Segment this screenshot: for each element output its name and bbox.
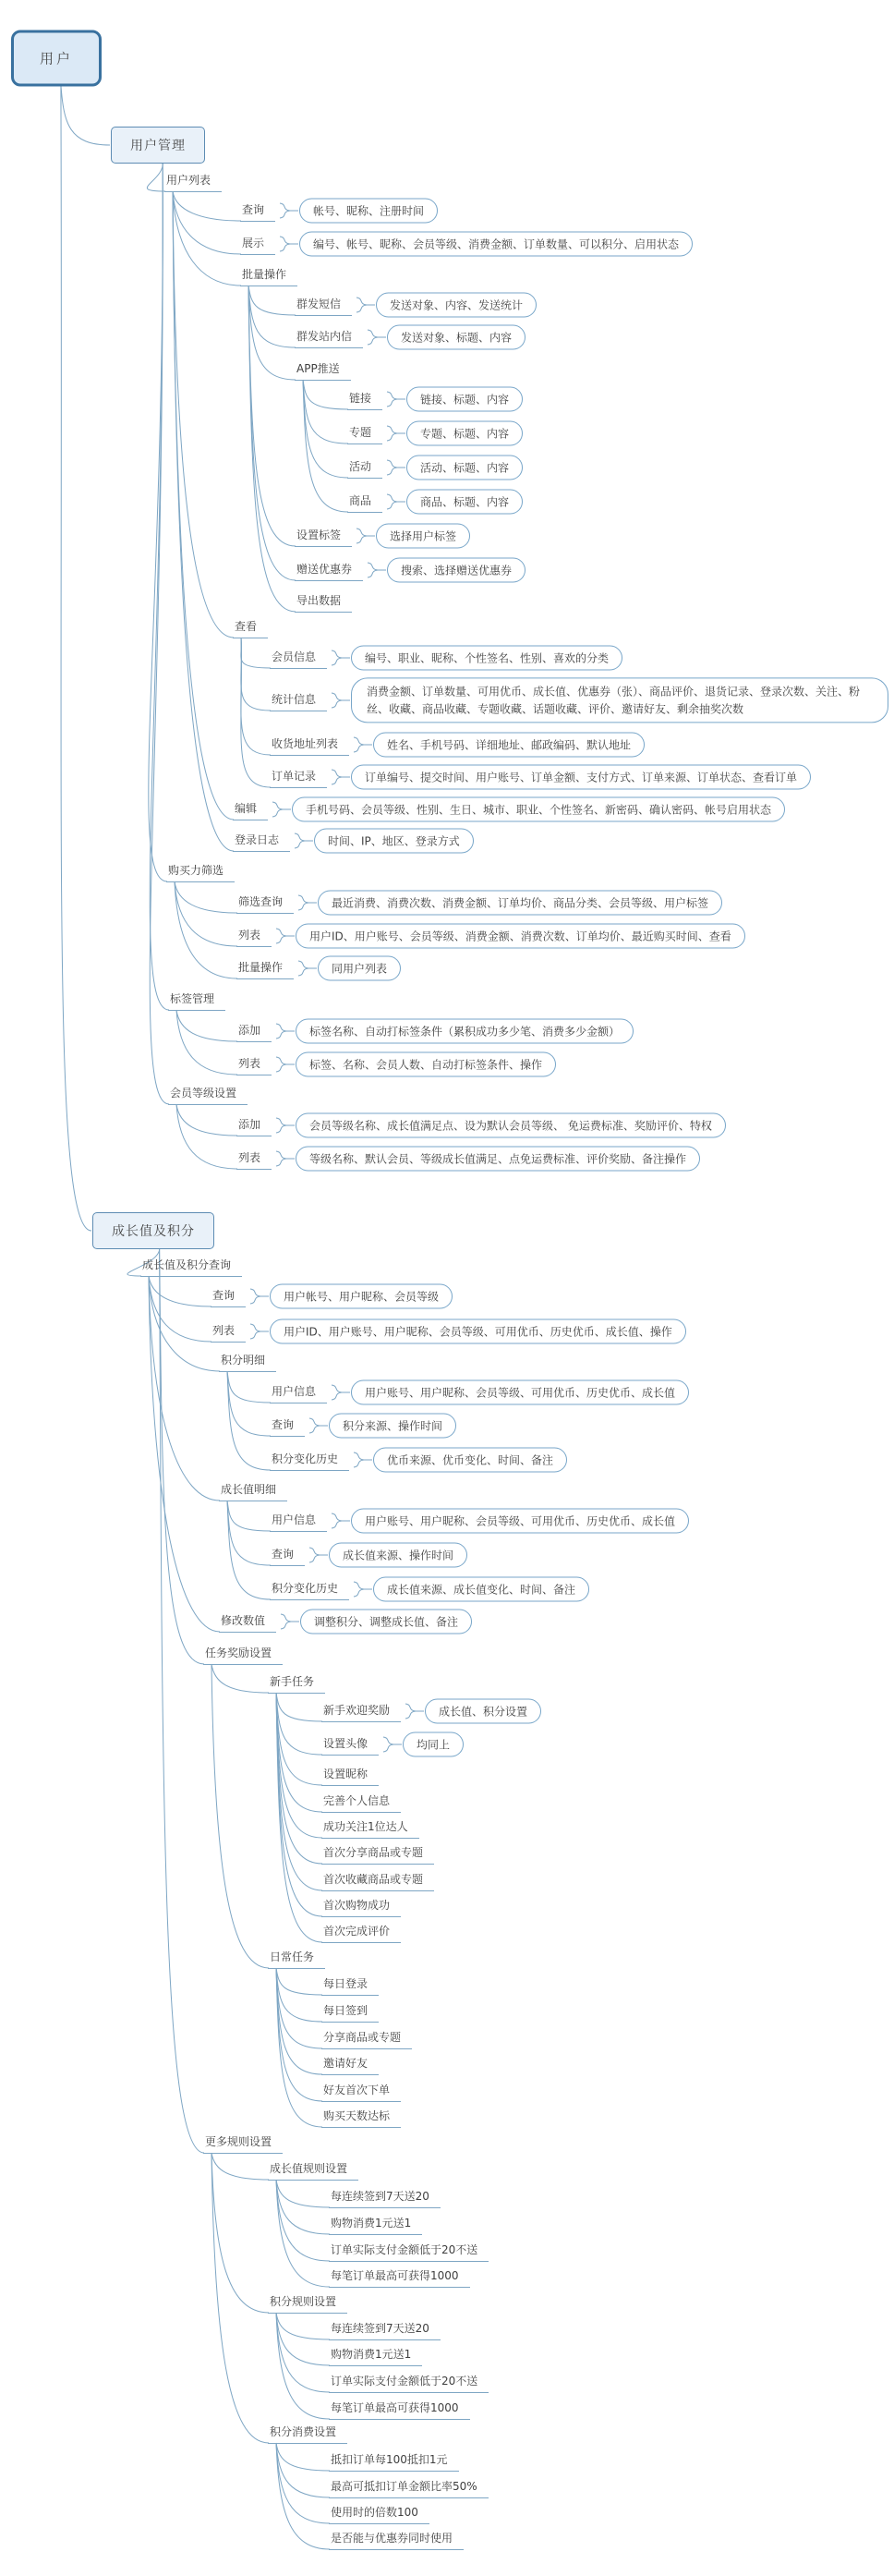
- topic-daily-checkin[interactable]: 每日签到: [321, 2000, 379, 2023]
- branch-connector: [276, 1968, 322, 2048]
- branch-connector: [276, 2443, 330, 2497]
- branch-connector: [276, 1693, 322, 1721]
- topic-login-log[interactable]: 登录日志: [233, 830, 290, 852]
- detail-modify-values[interactable]: 调整积分、调整成长值、备注: [300, 1610, 472, 1634]
- detail-gpq-query[interactable]: 用户帐号、用户昵称、会员等级: [270, 1284, 453, 1309]
- topic-gpq-query[interactable]: 查询: [211, 1285, 246, 1307]
- detail-order-records[interactable]: 订单编号、提交时间、用户账号、订单金额、支付方式、订单来源、订单状态、查看订单: [351, 765, 811, 790]
- branch-connector: [173, 191, 234, 638]
- detail-push-topic[interactable]: 专题、标题、内容: [406, 421, 523, 446]
- detail-login-log[interactable]: 时间、IP、地区、登录方式: [314, 829, 474, 854]
- branch-connector: [295, 833, 313, 848]
- topic-gd-history[interactable]: 积分变化历史: [270, 1578, 349, 1600]
- branch-connector: [354, 737, 372, 752]
- detail-user-list-display[interactable]: 编号、帐号、昵称、会员等级、消费金额、订单数量、可以积分、启用状态: [299, 232, 693, 257]
- branch-connector: [276, 1057, 295, 1072]
- topic-consume-multiple[interactable]: 使用时的倍数100: [329, 2502, 429, 2524]
- branch-connector: [211, 1664, 269, 1693]
- branch-connector: [276, 1693, 322, 1785]
- branch-connector: [276, 1693, 322, 1916]
- topic-points-consume-settings[interactable]: 积分消费设置: [268, 2422, 347, 2444]
- branch-connector: [276, 2313, 330, 2419]
- topic-invite-friends[interactable]: 邀请好友: [321, 2053, 379, 2075]
- branch-connector: [227, 1501, 271, 1599]
- topic-newbie-tasks[interactable]: 新手任务: [268, 1671, 325, 1694]
- topic-gpq-list[interactable]: 列表: [211, 1320, 246, 1343]
- branch-connector: [276, 2443, 330, 2523]
- branch-connector: [303, 380, 348, 409]
- branch-connector: [227, 1371, 271, 1436]
- branch-connector: [248, 286, 296, 580]
- branch-connector: [241, 638, 271, 711]
- topic-pd-history[interactable]: 积分变化历史: [270, 1449, 349, 1471]
- branch-connector: [248, 286, 296, 380]
- branch-connector: [387, 392, 405, 407]
- branch-connector: [173, 191, 241, 286]
- branch-connector: [276, 1024, 295, 1039]
- branch-connector: [332, 650, 350, 665]
- branch-connector: [387, 494, 405, 509]
- branch-connector: [276, 1693, 322, 1890]
- branch-connector: [176, 1010, 237, 1041]
- branch-connector: [241, 638, 271, 668]
- detail-gd-user-info[interactable]: 用户账号、用户昵称、会员等级、可用优币、历史优币、成长值: [351, 1509, 689, 1534]
- branch-connector: [248, 286, 296, 612]
- detail-pd-history[interactable]: 优币来源、优币变化、时间、备注: [373, 1448, 567, 1473]
- detail-set-avatar[interactable]: 均同上: [403, 1732, 464, 1757]
- branch-connector: [276, 1118, 295, 1133]
- branch-connector: [211, 2153, 269, 2180]
- detail-level-add[interactable]: 会员等级名称、成长值满足点、设为默认会员等级、 免运费标准、奖励评价、特权: [296, 1113, 726, 1138]
- branch-connector: [149, 1276, 211, 1342]
- topic-more-rules-settings[interactable]: 更多规则设置: [203, 2132, 283, 2154]
- topic-growth-detail[interactable]: 成长值明细: [219, 1479, 287, 1501]
- branch-connector: [309, 1418, 328, 1433]
- topic-filter-query[interactable]: 筛选查询: [236, 892, 294, 914]
- branch-connector: [276, 1693, 322, 1864]
- branch-connector: [332, 1513, 350, 1528]
- topic-task-reward-settings[interactable]: 任务奖励设置: [203, 1643, 283, 1665]
- topic-growth-rule-max[interactable]: 每笔订单最高可获得1000: [329, 2266, 470, 2288]
- topic-first-purchase[interactable]: 首次购物成功: [321, 1895, 401, 1917]
- detail-tag-list[interactable]: 标签、名称、会员人数、自动打标签条件、操作: [296, 1052, 556, 1077]
- detail-user-edit[interactable]: 手机号码、会员等级、性别、生日、城市、职业、个性签名、新密码、确认密码、帐号启用状态: [292, 797, 785, 822]
- topic-consume-with-coupon[interactable]: 是否能与优惠券同时使用: [329, 2528, 464, 2550]
- branch-connector: [176, 1010, 237, 1075]
- topic-pd-query[interactable]: 查询: [270, 1415, 305, 1437]
- topic-daily-tasks[interactable]: 日常任务: [268, 1947, 325, 1969]
- topic-member-info[interactable]: 会员信息: [270, 647, 327, 669]
- topic-user-edit[interactable]: 编辑: [233, 798, 268, 820]
- topic-level-add[interactable]: 添加: [236, 1114, 272, 1136]
- branch-connector: [303, 380, 348, 444]
- topic-points-rule-spend[interactable]: 购物消费1元送1: [329, 2344, 422, 2366]
- topic-growth-rule-checkin[interactable]: 每连续签到7天送20: [329, 2186, 441, 2208]
- detail-gd-history[interactable]: 成长值来源、成长值变化、时间、备注: [373, 1577, 589, 1602]
- topic-first-favorite[interactable]: 首次收藏商品或专题: [321, 1869, 434, 1891]
- detail-push-link[interactable]: 链接、标题、内容: [406, 387, 523, 412]
- branch-connector: [303, 380, 348, 512]
- topic-push-product[interactable]: 商品: [347, 491, 382, 513]
- branch-connector: [211, 2153, 269, 2443]
- branch-connector: [149, 1276, 211, 1306]
- branch-connector: [241, 638, 271, 755]
- branch-connector: [276, 2180, 330, 2234]
- topic-points-rule-min[interactable]: 订单实际支付金额低于20不送: [329, 2371, 489, 2393]
- branch-connector: [368, 330, 386, 345]
- topic-set-avatar[interactable]: 设置头像: [321, 1733, 379, 1756]
- branch-connector: [276, 1151, 295, 1166]
- topic-tag-add[interactable]: 添加: [236, 1020, 272, 1042]
- branch-connector: [298, 961, 317, 976]
- branch-connector: [356, 529, 375, 543]
- topic-stats-info[interactable]: 统计信息: [270, 689, 327, 711]
- detail-filter-query[interactable]: 最近消费、消费次数、消费金额、订单均价、商品分类、会员等级、用户标签: [318, 891, 722, 916]
- branch-connector: [332, 770, 350, 784]
- topic-consume-deduct[interactable]: 抵扣订单每100抵扣1元: [329, 2449, 459, 2472]
- branch-connector: [276, 1693, 322, 1755]
- branch-connector: [298, 895, 317, 910]
- branch-connector: [354, 1582, 372, 1597]
- branch-connector: [149, 1276, 220, 1501]
- topic-export-data[interactable]: 导出数据: [295, 590, 352, 613]
- topic-growth-points[interactable]: 成长值及积分: [92, 1212, 214, 1249]
- branch-connector: [405, 1704, 424, 1719]
- topic-push-activity[interactable]: 活动: [347, 456, 382, 479]
- branch-connector: [276, 1968, 322, 2074]
- branch-connector: [173, 191, 241, 221]
- branch-connector: [149, 1276, 220, 1632]
- branch-connector: [227, 1371, 271, 1403]
- branch-connector: [147, 162, 165, 191]
- branch-connector: [387, 426, 405, 441]
- topic-points-rules[interactable]: 积分规则设置: [268, 2291, 347, 2314]
- branch-connector: [276, 2313, 330, 2365]
- branch-connector: [173, 191, 241, 254]
- branch-connector: [250, 1324, 269, 1339]
- detail-address-list[interactable]: 姓名、手机号码、详细地址、邮政编码、默认地址: [373, 733, 645, 758]
- branch-connector: [149, 1276, 220, 1371]
- branch-connector: [280, 237, 298, 251]
- topic-growth-rule-spend[interactable]: 购物消费1元送1: [329, 2213, 422, 2235]
- topic-points-detail[interactable]: 积分明细: [219, 1350, 276, 1372]
- branch-connector: [276, 2313, 330, 2392]
- topic-user-list-query[interactable]: 查询: [240, 200, 275, 222]
- topic-daily-login[interactable]: 每日登录: [321, 1974, 379, 1996]
- branch-connector: [272, 802, 291, 817]
- branch-connector: [281, 1614, 299, 1629]
- topic-points-rule-checkin[interactable]: 每连续签到7天送20: [329, 2318, 441, 2340]
- topic-user-view[interactable]: 查看: [233, 616, 268, 638]
- branch-connector: [248, 286, 296, 315]
- branch-connector: [383, 1737, 402, 1752]
- branch-connector: [61, 85, 110, 146]
- topic-push-topic[interactable]: 专题: [347, 422, 382, 444]
- topic-growth-points-query[interactable]: 成长值及积分查询: [140, 1255, 242, 1277]
- topic-set-tags[interactable]: 设置标签: [295, 525, 352, 547]
- topic-set-nickname[interactable]: 设置昵称: [321, 1764, 379, 1786]
- topic-tag-management[interactable]: 标签管理: [168, 989, 225, 1011]
- branch-connector: [276, 1968, 322, 2101]
- detail-newbie-welcome-reward[interactable]: 成长值、积分设置: [425, 1699, 541, 1724]
- detail-push-product[interactable]: 商品、标题、内容: [406, 490, 523, 515]
- branch-connector: [211, 2153, 269, 2313]
- branch-connector: [176, 1104, 237, 1136]
- branch-connector: [354, 1452, 372, 1467]
- detail-tag-add[interactable]: 标签名称、自动打标签条件（累积成功多少笔、消费多少金额）: [296, 1019, 634, 1044]
- topic-purchasing-power-filter[interactable]: 购买力筛选: [166, 860, 235, 882]
- branch-connector: [175, 881, 237, 978]
- branch-connector: [368, 563, 386, 577]
- detail-gpq-list[interactable]: 用户ID、用户账号、用户昵称、会员等级、可用优币、历史优币、成长值、操作: [270, 1319, 686, 1344]
- branch-connector: [276, 1968, 322, 2022]
- branch-connector: [303, 380, 348, 478]
- topic-pd-user-info[interactable]: 用户信息: [270, 1381, 327, 1403]
- topic-first-share[interactable]: 首次分享商品或专题: [321, 1842, 434, 1865]
- topic-growth-rules[interactable]: 成长值规则设置: [268, 2158, 358, 2181]
- detail-filter-batch-ops[interactable]: 同用户列表: [318, 956, 401, 981]
- branch-connector: [276, 1693, 322, 1942]
- topic-gd-user-info[interactable]: 用户信息: [270, 1510, 327, 1532]
- branch-connector: [332, 1385, 350, 1400]
- branch-connector: [175, 881, 237, 913]
- branch-connector: [332, 693, 350, 708]
- branch-connector: [176, 1104, 237, 1169]
- branch-connector: [276, 1693, 322, 1838]
- topic-member-level-settings[interactable]: 会员等级设置: [168, 1083, 248, 1105]
- branch-connector: [227, 1501, 271, 1565]
- branch-connector: [173, 191, 234, 851]
- topic-first-review[interactable]: 首次完成评价: [321, 1921, 401, 1943]
- branch-connector: [149, 162, 167, 881]
- branch-connector: [276, 1968, 322, 1995]
- detail-pd-query[interactable]: 积分来源、操作时间: [329, 1414, 456, 1439]
- topic-share-product-topic[interactable]: 分享商品或专题: [321, 2027, 412, 2049]
- topic-user-list-batch-ops[interactable]: 批量操作: [240, 264, 297, 286]
- branch-connector: [150, 162, 169, 1104]
- topic-points-rule-max[interactable]: 每笔订单最高可获得1000: [329, 2398, 470, 2420]
- detail-batch-site-message[interactable]: 发送对象、标题、内容: [387, 325, 526, 350]
- topic-batch-sms[interactable]: 群发短信: [295, 294, 352, 316]
- topic-newbie-welcome-reward[interactable]: 新手欢迎奖励: [321, 1700, 401, 1722]
- topic-app-push[interactable]: APP推送: [295, 358, 351, 381]
- detail-pd-user-info[interactable]: 用户账号、用户昵称、会员等级、可用优币、历史优币、成长值: [351, 1380, 689, 1405]
- detail-stats-info[interactable]: 消费金额、订单数量、可用优币、成长值、优惠券（张）、商品评价、退货记录、登录次数、关注、粉丝、收藏、商品收藏、专题收藏、话题收藏、评价、邀请好友、剩余抽奖次数: [351, 677, 888, 723]
- branch-connector: [175, 881, 237, 946]
- topic-gift-coupon[interactable]: 赠送优惠券: [295, 559, 363, 581]
- detail-member-info[interactable]: 编号、职业、昵称、个性签名、性别、喜欢的分类: [351, 646, 622, 671]
- branch-connector: [276, 2443, 330, 2549]
- detail-filter-list[interactable]: 用户ID、用户账号、会员等级、消费金额、消费次数、订单均价、最近购买时间、查看: [296, 924, 745, 949]
- branch-connector: [276, 1693, 322, 1812]
- branch-connector: [211, 1664, 269, 1968]
- branch-connector: [356, 298, 375, 312]
- branch-connector: [387, 460, 405, 475]
- topic-tag-list[interactable]: 列表: [236, 1053, 272, 1075]
- branch-connector: [276, 2180, 330, 2287]
- branch-connector: [227, 1371, 271, 1470]
- topic-friend-first-order[interactable]: 好友首次下单: [321, 2080, 401, 2102]
- branch-connector: [276, 2180, 330, 2261]
- detail-set-tags[interactable]: 选择用户标签: [376, 524, 470, 549]
- topic-filter-list[interactable]: 列表: [236, 925, 272, 947]
- detail-user-list-query[interactable]: 帐号、昵称、注册时间: [299, 199, 438, 224]
- detail-gift-coupon[interactable]: 搜索、选择赠送优惠券: [387, 558, 526, 583]
- detail-batch-sms[interactable]: 发送对象、内容、发送统计: [376, 293, 537, 318]
- branch-connector: [276, 929, 295, 943]
- topic-order-records[interactable]: 订单记录: [270, 766, 327, 788]
- branch-connector: [276, 2443, 330, 2471]
- branch-connector: [248, 286, 296, 546]
- branch-connector: [227, 1501, 271, 1531]
- topic-user-list[interactable]: 用户列表: [164, 170, 222, 192]
- topic-modify-values[interactable]: 修改数值: [219, 1610, 276, 1633]
- detail-level-list[interactable]: 等级名称、默认会员、等级成长值满足、点免运费标准、评价奖励、备注操作: [296, 1147, 700, 1172]
- topic-consume-max-ratio[interactable]: 最高可抵扣订单金额比率50%: [329, 2476, 489, 2498]
- branch-connector: [160, 1247, 204, 2153]
- detail-gd-query[interactable]: 成长值来源、操作时间: [329, 1543, 467, 1568]
- topic-user[interactable]: 用户: [11, 30, 102, 87]
- branch-connector: [160, 1247, 204, 1664]
- branch-connector: [250, 1289, 269, 1304]
- branch-connector: [173, 191, 234, 820]
- branch-connector: [241, 638, 271, 787]
- topic-growth-rule-min[interactable]: 订单实际支付金额低于20不送: [329, 2240, 489, 2262]
- branch-connector: [61, 85, 91, 1232]
- topic-batch-site-message[interactable]: 群发站内信: [295, 326, 363, 348]
- topic-level-list[interactable]: 列表: [236, 1148, 272, 1170]
- topic-push-link[interactable]: 链接: [347, 388, 382, 410]
- topic-user-management[interactable]: 用户管理: [111, 127, 205, 164]
- topic-complete-profile[interactable]: 完善个人信息: [321, 1791, 401, 1813]
- topic-follow-one-expert[interactable]: 成功关注1位达人: [321, 1817, 419, 1839]
- branch-connector: [276, 2180, 330, 2207]
- branch-connector: [276, 1968, 322, 2127]
- branch-connector: [150, 162, 169, 1010]
- topic-purchase-days-target[interactable]: 购买天数达标: [321, 2106, 401, 2128]
- branch-connector: [248, 286, 296, 347]
- detail-push-activity[interactable]: 活动、标题、内容: [406, 456, 523, 480]
- branch-connector: [276, 2313, 330, 2339]
- branch-connector: [280, 203, 298, 218]
- topic-gd-query[interactable]: 查询: [270, 1544, 305, 1566]
- topic-user-list-display[interactable]: 展示: [240, 233, 275, 255]
- branch-connector: [309, 1548, 328, 1562]
- topic-address-list[interactable]: 收货地址列表: [270, 734, 349, 756]
- topic-filter-batch-ops[interactable]: 批量操作: [236, 957, 294, 979]
